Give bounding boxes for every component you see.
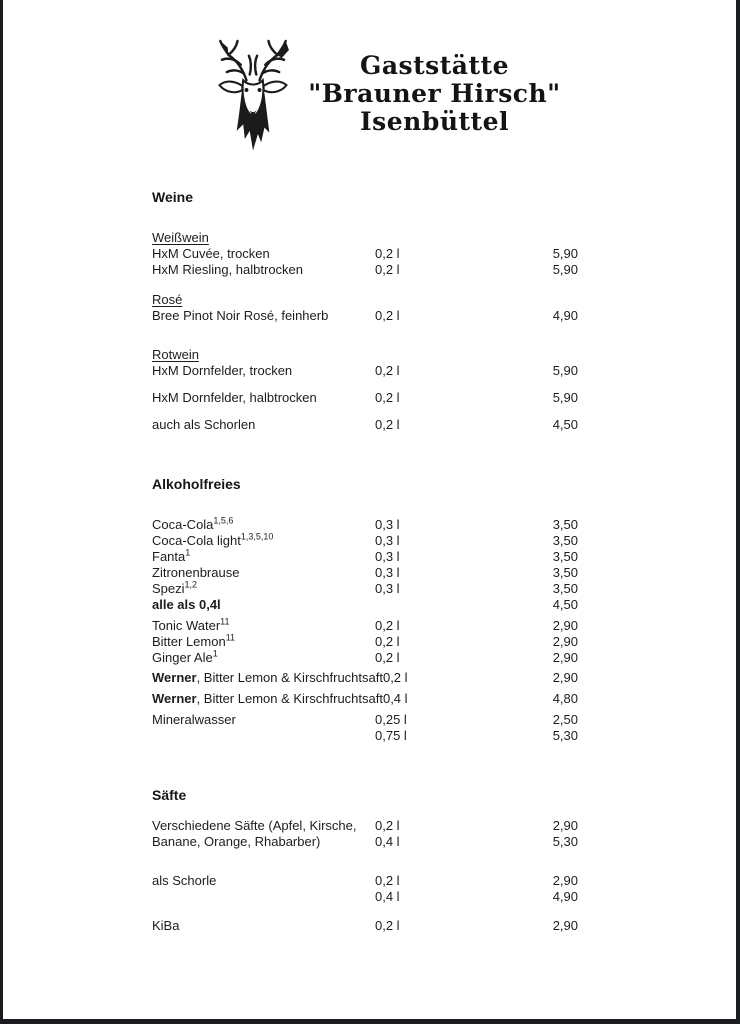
item-name: Werner, Bitter Lemon & Kirschfruchtsaft [152,670,383,685]
item-quantity: 0,4 l [375,889,400,904]
item-name: Tonic Water$^{11}$ [152,616,230,633]
menu-section [152,475,578,744]
menu-item-row [152,581,578,597]
item-quantity: 0,2 l [375,417,400,432]
menu-item-row [152,728,578,744]
restaurant-header [3,0,736,164]
menu-item-row [152,818,578,834]
item-name: HxM Cuvée, trocken [152,246,270,261]
restaurant-name-line1: Gaststätte [359,51,509,80]
item-name: Ginger Ale$^1$ [152,648,218,665]
menu [152,188,578,934]
menu-group [152,670,578,744]
item-price: 2,90 [552,650,578,665]
menu-item-row [152,634,578,650]
menu-item-row [152,308,578,324]
menu-item-row [152,417,578,433]
item-footnote: 1,5,6 [213,515,234,526]
item-name: HxM Riesling, halbtrocken [152,262,304,277]
item-name: alle als 0,4l [152,597,221,612]
item-quantity [375,597,465,613]
item-footnote: 1,3,5,10 [240,531,274,542]
item-footnote: 1 [185,547,191,558]
item-price: 2,90 [552,818,578,833]
item-name: Fanta$^1$ [152,547,191,564]
item-name: Bitter Lemon$^{11}$ [152,632,236,649]
item-price: 5,30 [552,834,578,849]
item-price: 2,90 [552,918,578,933]
item-price: 3,50 [552,517,578,532]
menu-item-row [152,246,578,262]
item-quantity: 0,2 l [375,618,400,633]
menu-item-row [152,873,578,889]
menu-section [152,188,578,433]
menu-item-row [152,390,578,406]
item-price: 3,50 [552,533,578,548]
item-quantity: 0,2 l [375,634,400,649]
item-name: Spezi$^{1,2}$ [152,579,198,596]
item-name: Bree Pinot Noir Rosé, feinherb [152,308,329,323]
menu-item-row [152,533,578,549]
item-price: 4,90 [552,308,578,323]
item-name [152,728,375,744]
menu-item-row [152,262,578,278]
menu-group [152,292,578,324]
item-name: Zitronenbrause [152,565,240,580]
item-quantity: 0,2 l [375,818,400,833]
menu-item-row [152,712,578,728]
menu-group [152,517,578,613]
menu-group [152,873,578,905]
item-quantity: 0,3 l [375,517,400,532]
item-quantity: 0,4 l [375,834,400,849]
menu-group [152,618,578,666]
item-quantity: 0,2 l [375,918,400,933]
menu-item-row [152,618,578,634]
section-title: Weine [152,189,193,205]
item-price: 5,30 [552,728,578,743]
item-quantity: 0,75 l [375,728,407,743]
menu-group [152,347,578,433]
item-price: 3,50 [552,581,578,596]
item-name: als Schorle [152,873,217,888]
item-price: 4,90 [552,889,578,904]
group-subtitle: Rotwein [152,347,199,362]
menu-item-row [152,597,578,613]
item-quantity: 0,3 l [375,533,400,548]
item-price: 2,90 [552,670,578,685]
item-footnote: 1 [212,648,218,659]
item-footnote: 11 [220,616,230,627]
group-subtitle: Weißwein [152,230,209,245]
item-price: 5,90 [552,363,578,378]
item-quantity: 0,3 l [375,549,400,564]
menu-item-row [152,363,578,379]
item-quantity: 0,3 l [375,565,400,580]
item-name [152,889,375,905]
item-price: 5,90 [552,262,578,277]
restaurant-name-line2: "Brauner Hirsch" [308,79,561,108]
deer-head-icon [204,34,302,164]
item-footnote: 1,2 [184,579,198,590]
menu-section [152,786,578,934]
item-quantity: 0,2 l [375,246,400,261]
item-quantity: 0,2 l [375,308,400,323]
item-price: 2,90 [552,618,578,633]
item-price: 2,90 [552,634,578,649]
item-quantity: 0,2 l [375,873,400,888]
menu-item-row [152,670,578,686]
item-name: auch als Schorlen [152,417,256,432]
menu-item-row [152,517,578,533]
restaurant-name [308,34,560,136]
item-quantity: 0,2 l [375,262,400,277]
item-price: 2,50 [552,712,578,727]
menu-item-row [152,691,578,707]
item-price: 4,50 [552,417,578,432]
item-quantity: 0,2 l [382,670,408,685]
item-name: Banane, Orange, Rhabarber) [152,834,321,849]
item-name: Verschiedene Säfte (Apfel, Kirsche, [152,818,357,833]
menu-item-row [152,918,578,934]
item-quantity: 0,3 l [375,581,400,596]
restaurant-name-line3: Isenbüttel [359,107,509,136]
item-price: 4,80 [552,691,578,706]
menu-group [152,918,578,934]
group-subtitle: Rosé [152,292,183,307]
item-quantity: 0,2 l [375,363,400,378]
item-price: 3,50 [552,565,578,580]
item-price: 5,90 [552,390,578,405]
item-price: 2,90 [552,873,578,888]
item-name: Werner, Bitter Lemon & Kirschfruchtsaft [152,691,383,706]
menu-item-row [152,650,578,666]
item-name: HxM Dornfelder, halbtrocken [152,390,317,405]
item-price: 4,50 [552,597,578,612]
item-price: 5,90 [552,246,578,261]
menu-group [152,818,578,850]
item-price: 3,50 [552,549,578,564]
menu-item-row [152,834,578,850]
item-quantity: 0,2 l [375,650,400,665]
menu-item-row [152,549,578,565]
item-name: Coca-Cola light$^{1,3,5,10}$ [152,531,274,548]
section-title: Alkoholfreies [152,476,241,492]
section-title: Säfte [152,787,187,803]
item-quantity: 0,25 l [375,712,407,727]
menu-item-row [152,565,578,581]
item-quantity: 0,2 l [375,390,400,405]
menu-group [152,230,578,278]
item-name: Mineralwasser [152,712,236,727]
item-quantity: 0,4 l [382,691,408,706]
item-footnote: 11 [225,632,236,643]
item-name: KiBa [152,918,180,933]
menu-item-row [152,889,578,905]
item-name: Coca-Cola$^{1,5,6}$ [152,515,234,532]
item-name: HxM Dornfelder, trocken [152,363,293,378]
